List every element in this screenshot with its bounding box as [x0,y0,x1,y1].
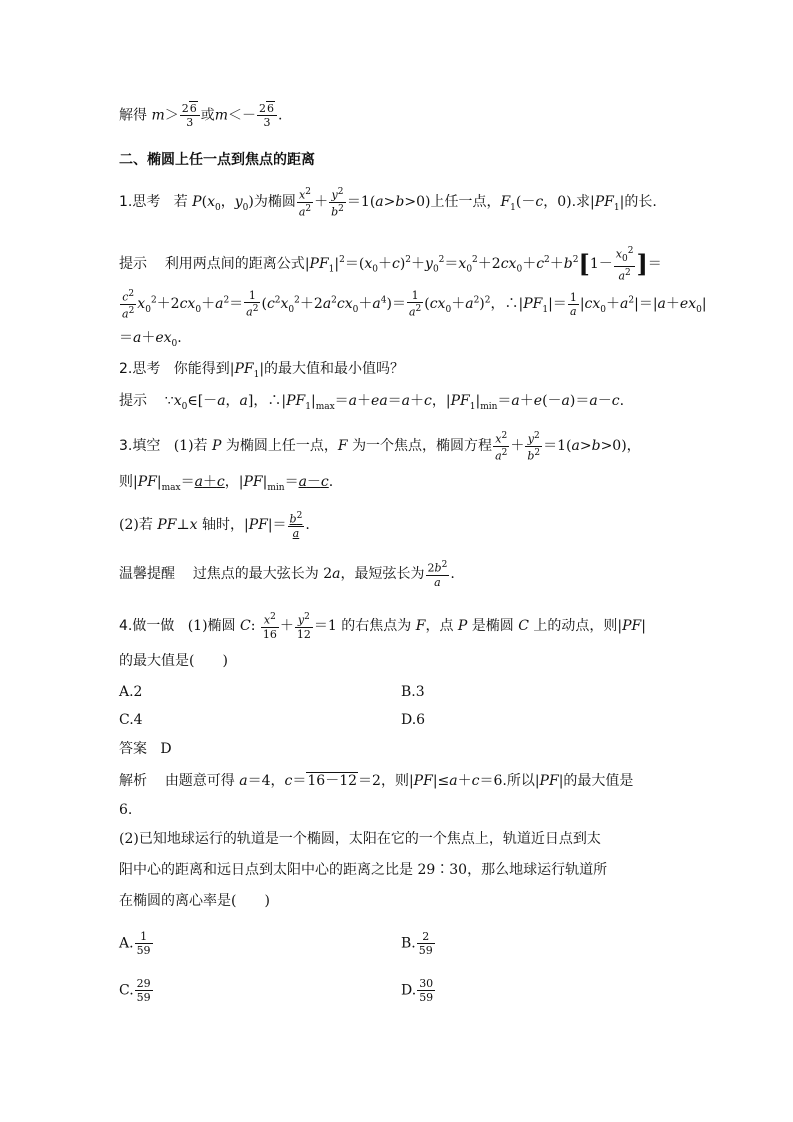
hint-2: 提示 $\because x_0\in[-a$，a]，$\therefore|PF_1|_{max}=a+ea=a+c$，$|PF_1|_{min}=a+e(-a)=a-c$. [119,393,625,412]
option-row-2b [401,710,425,730]
label: 3.填空 [119,438,161,455]
question-4: 4.做一做 (1)椭圆 C: $\frac{x^2}{16}$ ＋ $\frac{y^2}{12}$ ＝1 的右焦点为 F，点 P 是椭圆 C 上的动点，则|PF| [119,612,646,641]
answer-value: D [160,741,172,757]
tip-line: 温馨提醒 过焦点的最大弦长为 2a，最短弦长为 $\frac{2b^2}{a}$ . [119,560,455,589]
text: 点 [439,617,454,634]
text: 则 [119,474,133,490]
text: 你能得到 [173,361,230,377]
label: 1.思考 [119,194,161,211]
label: 解析 [119,773,147,789]
option-d[interactable]: D.6 [401,712,426,728]
label: 提示 [119,255,147,272]
option-2-b[interactable]: B. $\frac{2}{59}$ [401,930,433,957]
option-b[interactable]: B.3 [401,684,425,700]
text: 利用两点间的距离公式 [164,255,305,272]
text: 轴时， [201,516,244,533]
text: 若 [173,194,188,211]
text: 求 [576,194,591,211]
question-5-line-1: (2)已知地球运行的轨道是一个椭圆，太阳在它的一个焦点上，轨道近日点到太 [119,831,601,847]
text: 上的动点，则 [533,617,618,634]
hint-1-line-3: $=a+ex_0$. [119,330,182,349]
text: 的长. [624,194,657,211]
text: 所以 [506,773,535,789]
text: 解得 [119,107,147,124]
question-2: 2.思考 你能得到$|PF_1|$的最大值和最小值吗？ [119,361,405,380]
question-3: 3.填空 (1)若 P 为椭圆上任一点，F 为一个焦点，椭圆方程 $\frac{x^2}{a^2}$ ＋ $\frac{y^2}{b^2}$ ＝1(a>b>0)， [119,431,641,463]
option-a[interactable]: A.2 [119,684,143,700]
text: (1)若 [173,438,208,455]
text: 上任一点， [430,194,501,211]
text: 的最大值和最小值吗？ [264,361,405,377]
question-4-line-2 [119,651,228,671]
option-c[interactable]: C.4 [119,712,143,728]
text: 的右焦点为 [341,617,412,634]
option-row-1b [401,682,425,702]
section-heading: 二、椭圆上任一点到焦点的距离 [119,152,315,168]
explanation-line-1: 解析 由题意可得 a＝4，c＝16－12＝2，则|PF|≤a＋c＝6.所以|PF|的最大值是 [119,773,634,789]
question-1: 1.思考 若 $P(x_0$，$y_0$)为椭圆 $\frac{x^2}{a^2}$ ＋ $\frac{y^2}{b^2}$ ＝1(a>b>0)上任一点，$F_1(-c$，0).求$|PF_1|$的长. [119,187,657,219]
label: 2.思考 [119,361,161,377]
text: 为椭圆 [253,194,296,211]
hint-1-line-2: $\frac{c^2}{a^2}$ $x_0^2+2cx_0+a^2=$ $\frac{1}{a^2}$ $(c^2x_0^2+2a^2cx_0+a^4)=$ $\frac{1}{a^2}$ $(cx_0+a^2)^2$，$\therefore|PF_1|=$ $\frac{1}{a}$ $|cx_0+a^2|=|a+ex_0|$ [122,289,707,321]
label: 答案 [119,741,147,757]
option-row-2 [119,710,143,730]
question-3-line-2: 则$|PF|_{max}=a+c$，$|PF|_{min}=a-c$. [119,474,334,493]
text: 或 [200,107,215,124]
option-2-d[interactable]: D. $\frac{30}{59}$ [401,977,434,1004]
option-row-1 [119,682,142,702]
explanation-line-2: 6. [119,802,133,818]
option-2-a[interactable]: A. $\frac{1}{59}$ [119,930,151,957]
option-2-c[interactable]: C. $\frac{29}{59}$ [119,977,151,1004]
answer-line [119,739,172,759]
text: 为一个焦点，椭圆方程 [352,438,493,455]
label: 4.做一做 [119,617,175,634]
text: 则 [394,773,409,789]
text: 是椭圆 [471,617,514,634]
hint-1-line-1: 提示 利用两点间的距离公式$|PF_1|^2=(x_0+c)^2+y_0^2=x_0^2+2cx_0+c^2+b^2[1-$ $\frac{x_0^2}{a^2}$ ]＝ [119,246,662,283]
question-5-line-2: 阳中心的距离和远日点到太阳中心的距离之比是 29∶30，那么地球运行轨道所 [119,862,608,878]
label: 温馨提醒 [119,565,175,582]
question-5-line-3: 在椭圆的离心率是( ) [119,893,270,909]
question-3-line-3: (2)若 PF⊥x 轴时，|PF|＝ $\frac{b^2}{a}$ . [119,511,310,540]
text: (2)若 [119,516,153,533]
solution-line: 解得 m＞ $\frac{26}{3}$ 或m＜－ $\frac{26}{3}$ . [119,102,283,129]
text: 的最大值是 [563,773,634,789]
text: 过焦点的最大弦长为 [192,565,319,582]
text: 由题意可得 [164,773,235,789]
label: 提示 [119,393,147,409]
text: 最短弦长为 [354,565,425,582]
text: 的最大值是( ) [119,653,228,669]
text: 为椭圆上任一点， [225,438,338,455]
text: (1)椭圆 [187,617,236,634]
